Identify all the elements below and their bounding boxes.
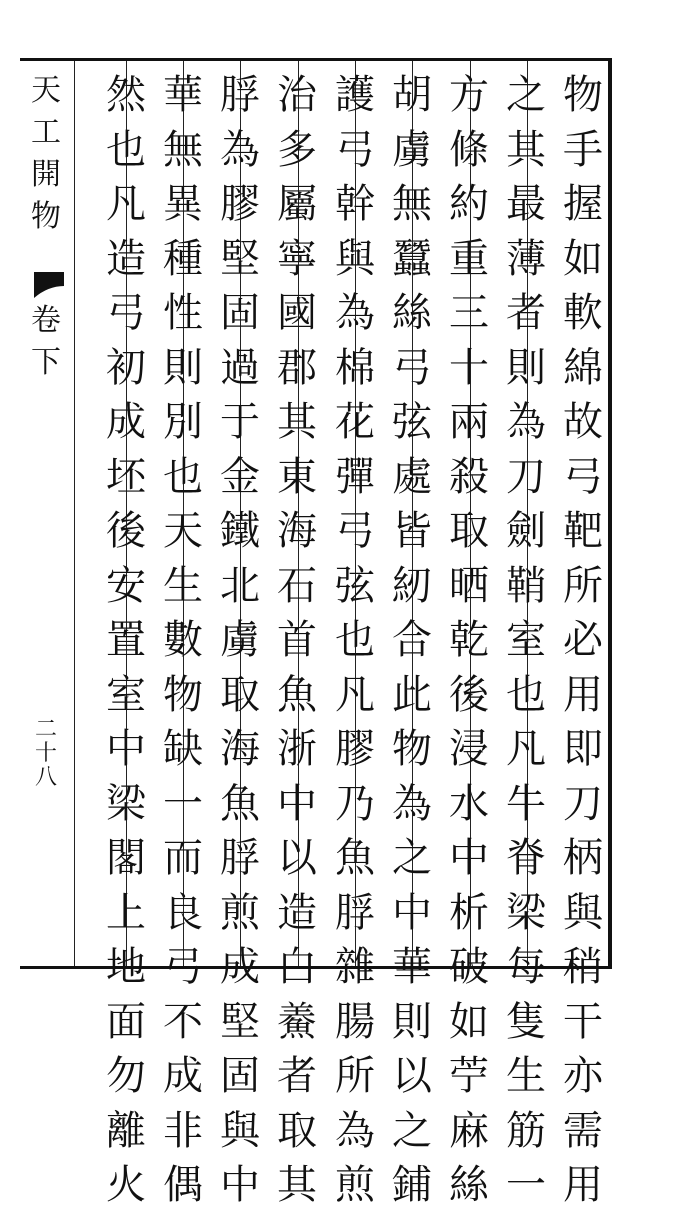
- character: 無: [163, 126, 203, 173]
- character: 雜: [335, 944, 375, 990]
- character: 為: [220, 126, 260, 173]
- character: 天: [31, 73, 61, 108]
- character: 弓: [563, 453, 603, 500]
- character: 華: [392, 944, 432, 990]
- character: 幹: [335, 181, 375, 227]
- character: 非: [163, 1107, 203, 1154]
- character: 鞘: [506, 562, 546, 609]
- character: 與: [563, 889, 603, 936]
- character: 閣: [106, 835, 146, 881]
- character: 過: [220, 344, 260, 391]
- character: 如: [449, 998, 489, 1045]
- character: 中: [449, 835, 489, 881]
- character: 所: [563, 562, 603, 609]
- character: 胡: [392, 72, 432, 118]
- character: 為: [506, 399, 546, 445]
- character: 金: [220, 453, 260, 500]
- character: 梁: [506, 889, 546, 936]
- character: 成: [106, 399, 146, 445]
- character: 干: [563, 998, 603, 1045]
- character: 數: [163, 617, 203, 663]
- text-column-4: [384, 68, 440, 1213]
- character: 缺: [163, 726, 203, 772]
- character: 東: [277, 453, 317, 500]
- character: 華: [163, 72, 203, 118]
- character: 後: [449, 671, 489, 718]
- character: 用: [563, 671, 603, 718]
- character: 郡: [277, 344, 317, 391]
- character: 用: [563, 1162, 603, 1208]
- character: 中: [277, 780, 317, 827]
- character: 護: [335, 72, 375, 118]
- character: 乾: [449, 617, 489, 663]
- character: 面: [106, 998, 146, 1045]
- character: 鐵: [220, 508, 260, 554]
- character: 初: [106, 344, 146, 391]
- character: 室: [506, 617, 546, 663]
- character: 取: [220, 671, 260, 718]
- character: 卷: [31, 303, 61, 338]
- character: 所: [335, 1053, 375, 1099]
- character: 然: [106, 72, 146, 118]
- character: 天: [163, 508, 203, 554]
- character: 花: [335, 399, 375, 445]
- character: 脬: [335, 889, 375, 936]
- character: 置: [106, 617, 146, 663]
- character: 寧: [277, 235, 317, 282]
- character: 物: [163, 671, 203, 718]
- character: 弓: [335, 126, 375, 173]
- character: 煎: [220, 889, 260, 936]
- character: 則: [163, 344, 203, 391]
- character: 國: [277, 290, 317, 336]
- character: 條: [449, 126, 489, 173]
- fish-tail-mark: [30, 272, 66, 300]
- text-column-9: [98, 68, 154, 1213]
- character: 亦: [563, 1053, 603, 1099]
- character: 成: [220, 944, 260, 990]
- character: 治: [277, 72, 317, 118]
- character: 上: [106, 889, 146, 936]
- character: 牛: [506, 780, 546, 827]
- character: 其: [277, 399, 317, 445]
- character: 脬: [220, 72, 260, 118]
- character: 靶: [563, 508, 603, 554]
- character: 軟: [563, 290, 603, 336]
- character: 腸: [335, 998, 375, 1045]
- character: 偶: [163, 1162, 203, 1208]
- character: 膠: [335, 726, 375, 772]
- text-column-2: [498, 68, 554, 1213]
- character: 兩: [449, 399, 489, 445]
- character: 與: [335, 235, 375, 282]
- character: 蠶: [392, 235, 432, 282]
- text-column-3: [441, 68, 497, 1213]
- character: 中: [392, 889, 432, 936]
- character: 開: [31, 157, 61, 192]
- character: 勿: [106, 1053, 146, 1099]
- character: 不: [163, 998, 203, 1045]
- character: 生: [506, 1053, 546, 1099]
- character: 也: [163, 453, 203, 500]
- character: 火: [106, 1162, 146, 1208]
- character: 十: [449, 344, 489, 391]
- character: 手: [563, 126, 603, 173]
- character: 破: [449, 944, 489, 990]
- character: 虜: [220, 617, 260, 663]
- character: 生: [163, 562, 203, 609]
- character: 麻: [449, 1107, 489, 1154]
- character: 薄: [506, 235, 546, 282]
- character: 此: [392, 671, 432, 718]
- character: 筋: [506, 1107, 546, 1154]
- character: 以: [277, 835, 317, 881]
- character: 重: [449, 235, 489, 282]
- character: 離: [106, 1107, 146, 1154]
- character: 坯: [106, 453, 146, 500]
- character: 握: [563, 181, 603, 227]
- character: 必: [563, 617, 603, 663]
- character: 也: [106, 126, 146, 173]
- character: 稍: [563, 944, 603, 990]
- character: 合: [392, 617, 432, 663]
- text-column-8: [155, 68, 211, 1213]
- character: 首: [277, 617, 317, 663]
- character: 隻: [506, 998, 546, 1045]
- character: 與: [220, 1107, 260, 1154]
- character: 安: [106, 562, 146, 609]
- character: 異: [163, 181, 203, 227]
- character: 于: [220, 399, 260, 445]
- character: 一: [163, 780, 203, 827]
- text-column-1: [555, 68, 611, 1213]
- character: 刀: [563, 780, 603, 827]
- character: 皆: [392, 508, 432, 554]
- character: 固: [220, 1053, 260, 1099]
- character: 其: [277, 1162, 317, 1208]
- character: 凡: [335, 671, 375, 718]
- character: 苧: [449, 1053, 489, 1099]
- margin-title: [24, 70, 68, 238]
- character: 良: [163, 889, 203, 936]
- character: 析: [449, 889, 489, 936]
- character: 海: [277, 508, 317, 554]
- character: 多: [277, 126, 317, 173]
- character: 膠: [220, 181, 260, 227]
- character: 弓: [392, 344, 432, 391]
- character: 弓: [163, 944, 203, 990]
- character: 凡: [506, 726, 546, 772]
- character: 成: [163, 1053, 203, 1099]
- text-column-6: [269, 68, 325, 1213]
- character: 魚: [335, 835, 375, 881]
- character: 魚: [277, 671, 317, 718]
- character: 絲: [449, 1162, 489, 1208]
- character: 堅: [220, 998, 260, 1045]
- character: 其: [506, 126, 546, 173]
- margin-volume: [24, 300, 68, 384]
- character: 需: [563, 1107, 603, 1154]
- character: 棉: [335, 344, 375, 391]
- character: 弓: [106, 290, 146, 336]
- character: 紉: [392, 562, 432, 609]
- character: 為: [392, 780, 432, 827]
- character: 故: [563, 399, 603, 445]
- character: 堅: [220, 235, 260, 282]
- character: 性: [163, 290, 203, 336]
- character: 如: [563, 235, 603, 282]
- character: 煎: [335, 1162, 375, 1208]
- character: 北: [220, 562, 260, 609]
- character: 固: [220, 290, 260, 336]
- character: 為: [335, 290, 375, 336]
- character: 弦: [335, 562, 375, 609]
- character: 別: [163, 399, 203, 445]
- character: 刀: [506, 453, 546, 500]
- character: 取: [277, 1107, 317, 1154]
- character: 中: [106, 726, 146, 772]
- character: 則: [392, 998, 432, 1045]
- character: 者: [506, 290, 546, 336]
- character: 無: [392, 181, 432, 227]
- character: 鋪: [392, 1162, 432, 1208]
- character: 中: [220, 1162, 260, 1208]
- character: 工: [31, 115, 61, 150]
- character: 物: [563, 72, 603, 118]
- character: 綿: [563, 344, 603, 391]
- character: 凡: [106, 181, 146, 227]
- character: 室: [106, 671, 146, 718]
- character: 物: [392, 726, 432, 772]
- text-column-5: [327, 68, 383, 1213]
- character: 脬: [220, 835, 260, 881]
- character: 之: [392, 835, 432, 881]
- character: 方: [449, 72, 489, 118]
- character: 弓: [335, 508, 375, 554]
- character: 三: [449, 290, 489, 336]
- character: 取: [449, 508, 489, 554]
- character: 約: [449, 181, 489, 227]
- character: 造: [277, 889, 317, 936]
- character: 也: [506, 671, 546, 718]
- character: 處: [392, 453, 432, 500]
- character: 下: [31, 345, 61, 380]
- character: 魚: [220, 780, 260, 827]
- character: 石: [277, 562, 317, 609]
- character: 物: [31, 199, 61, 234]
- character: 柄: [563, 835, 603, 881]
- character: 絲: [392, 290, 432, 336]
- character: 殺: [449, 453, 489, 500]
- character: 之: [506, 72, 546, 118]
- character: 地: [106, 944, 146, 990]
- character: 脊: [506, 835, 546, 881]
- character: 種: [163, 235, 203, 282]
- character: 水: [449, 780, 489, 827]
- character: 梁: [106, 780, 146, 827]
- character: 彈: [335, 453, 375, 500]
- character: 鯗: [277, 998, 317, 1045]
- character: 浸: [449, 726, 489, 772]
- character: 之: [392, 1107, 432, 1154]
- margin-rule: [74, 61, 75, 966]
- character: 海: [220, 726, 260, 772]
- character: 晒: [449, 562, 489, 609]
- character: 後: [106, 508, 146, 554]
- character: 弦: [392, 399, 432, 445]
- character: 造: [106, 235, 146, 282]
- character: 一: [506, 1162, 546, 1208]
- character: 者: [277, 1053, 317, 1099]
- character: 則: [506, 344, 546, 391]
- text-column-7: [212, 68, 268, 1213]
- character: 即: [563, 726, 603, 772]
- character: 乃: [335, 780, 375, 827]
- character: 最: [506, 181, 546, 227]
- page-number: 二十八: [34, 717, 57, 790]
- character: 虜: [392, 126, 432, 173]
- character: 以: [392, 1053, 432, 1099]
- character: 而: [163, 835, 203, 881]
- character: 每: [506, 944, 546, 990]
- character: 劍: [506, 508, 546, 554]
- character: 也: [335, 617, 375, 663]
- character: 白: [277, 944, 317, 990]
- frame-top-border: [20, 58, 612, 61]
- character: 屬: [277, 181, 317, 227]
- character: 浙: [277, 726, 317, 772]
- character: 為: [335, 1107, 375, 1154]
